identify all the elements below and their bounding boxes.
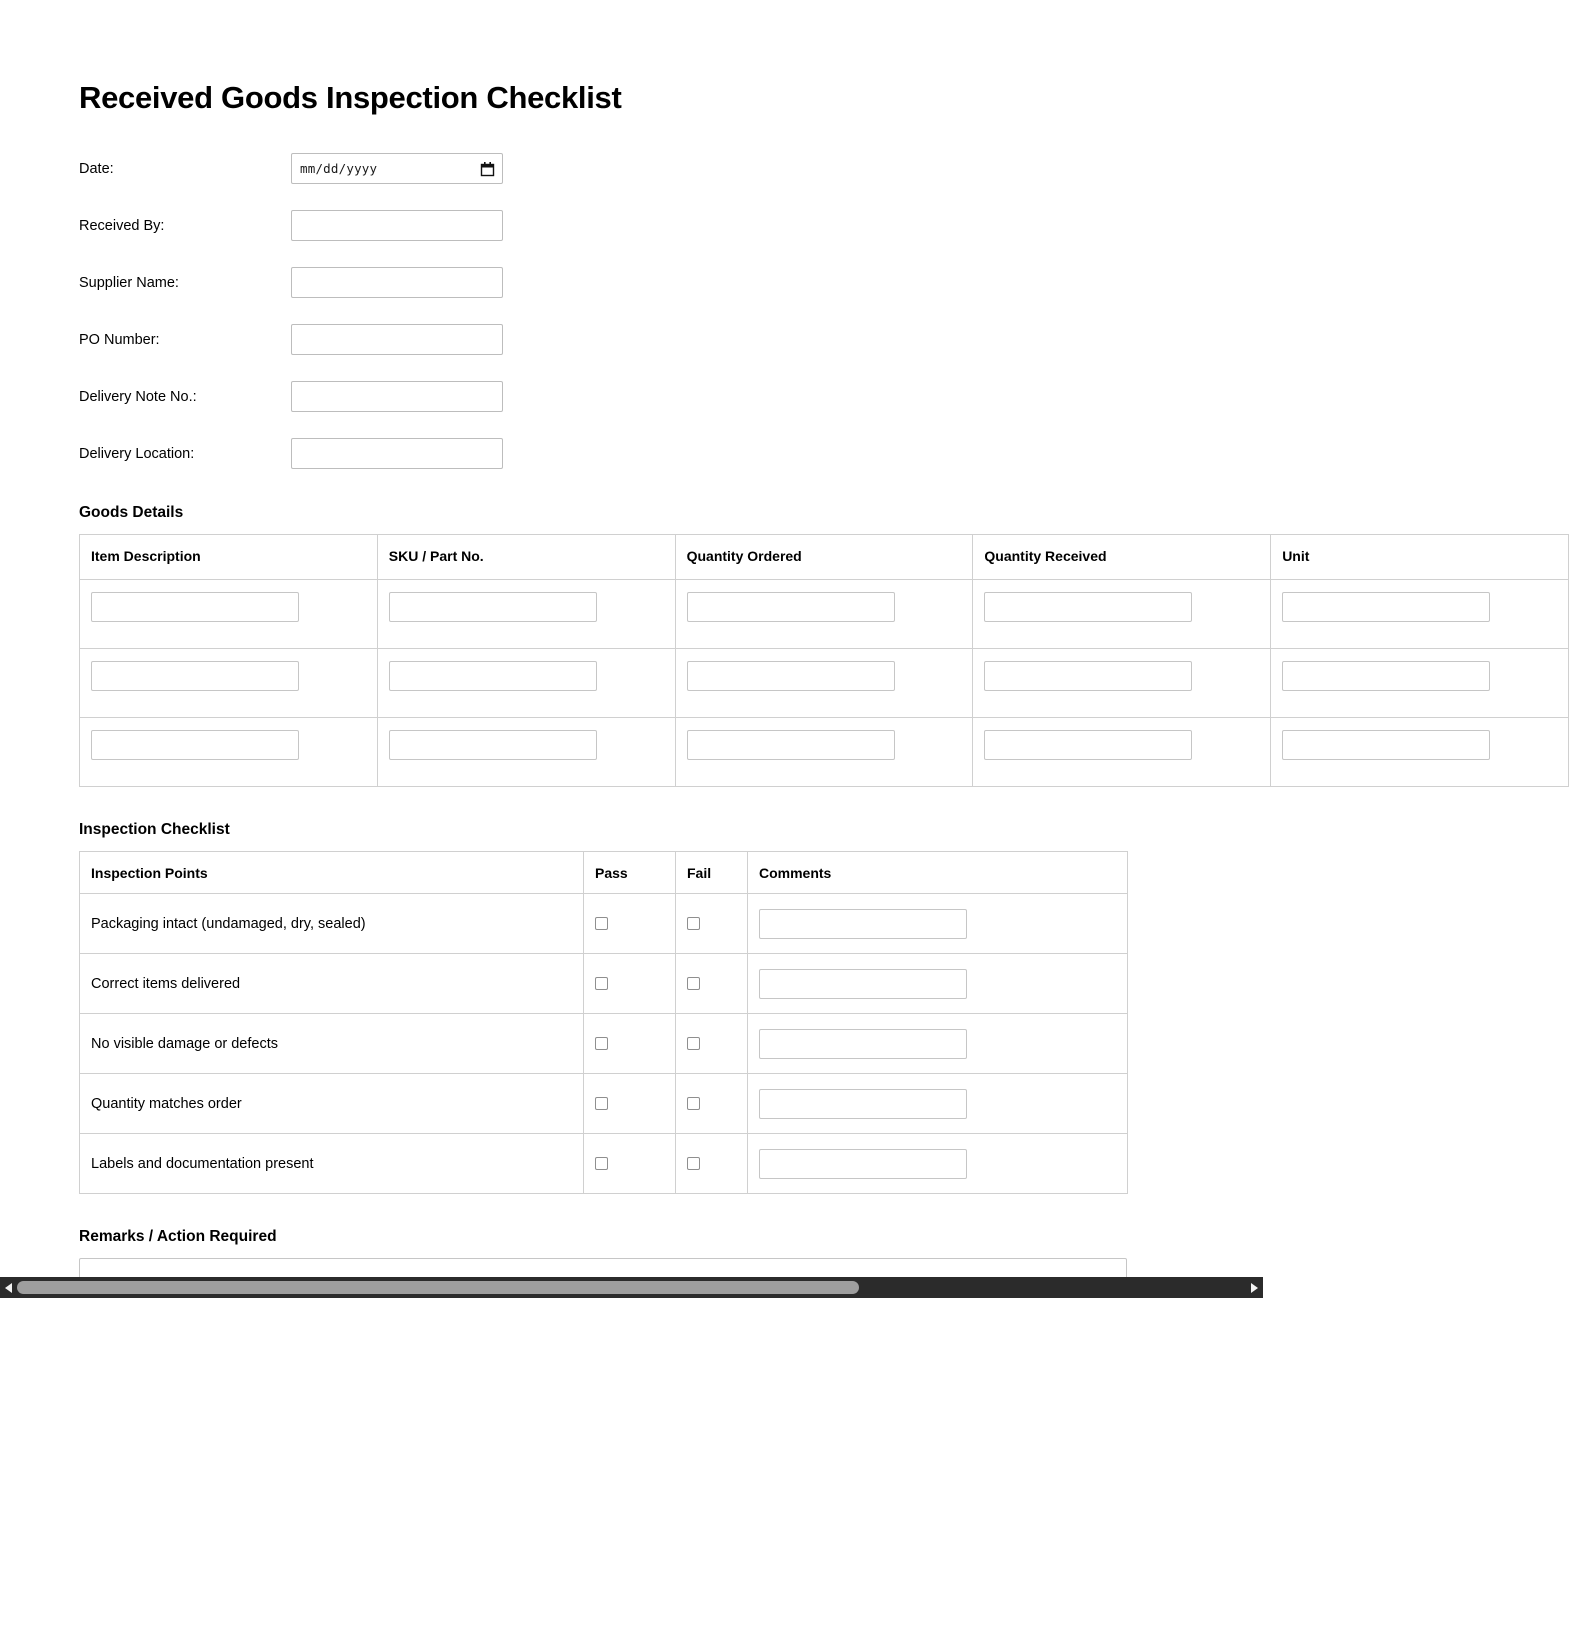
checklist-col-fail: Fail: [676, 852, 748, 894]
goods-cell-quantity-received: [973, 649, 1271, 718]
po-number-input[interactable]: [291, 324, 503, 355]
checklist-pass-cell: [584, 1134, 676, 1194]
goods-cell-sku: [377, 580, 675, 649]
checklist-col-pass: Pass: [584, 852, 676, 894]
delivery-location-input[interactable]: [291, 438, 503, 469]
remarks-heading: Remarks / Action Required: [79, 1228, 277, 1245]
checklist-point-label: Correct items delivered: [80, 954, 584, 1014]
fail-checkbox[interactable]: [687, 1037, 700, 1050]
goods-item-description-input[interactable]: [91, 661, 299, 691]
checklist-pass-cell: [584, 1074, 676, 1134]
table-row: [80, 894, 1128, 954]
checklist-header-row: [80, 852, 1128, 894]
checklist-comment-input[interactable]: [759, 969, 967, 999]
checklist-comment-input[interactable]: [759, 909, 967, 939]
checklist-point-label: No visible damage or defects: [80, 1014, 584, 1074]
label-date: Date:: [79, 160, 114, 177]
checklist-comment-cell: [748, 1014, 1128, 1074]
field-row-delivery-note-no: [79, 380, 1500, 413]
fail-checkbox[interactable]: [687, 1097, 700, 1110]
goods-col-sku: SKU / Part No.: [377, 535, 675, 580]
field-row-date: [79, 152, 1500, 185]
checklist-fail-cell: [676, 954, 748, 1014]
pass-checkbox[interactable]: [595, 1097, 608, 1110]
label-delivery-location: Delivery Location:: [79, 445, 195, 462]
fail-checkbox[interactable]: [687, 977, 700, 990]
goods-cell-quantity-ordered: [675, 580, 973, 649]
goods-sku-input[interactable]: [389, 592, 597, 622]
field-row-supplier-name: [79, 266, 1500, 299]
table-row: [80, 1014, 1128, 1074]
scrollbar-track[interactable]: [17, 1277, 1246, 1298]
goods-cell-item-description: [80, 649, 378, 718]
pass-checkbox[interactable]: [595, 917, 608, 930]
goods-cell-quantity-received: [973, 718, 1271, 787]
supplier-name-input[interactable]: [291, 267, 503, 298]
checklist-col-comments: Comments: [748, 852, 1128, 894]
header-fields-group: [79, 152, 1500, 470]
goods-col-unit: Unit: [1271, 535, 1569, 580]
goods-quantity-ordered-input[interactable]: [687, 592, 895, 622]
goods-cell-sku: [377, 718, 675, 787]
table-row: [80, 1134, 1128, 1194]
date-input[interactable]: [291, 153, 503, 184]
checklist-pass-cell: [584, 894, 676, 954]
checklist-comment-input[interactable]: [759, 1089, 967, 1119]
page-title: Received Goods Inspection Checklist: [79, 80, 622, 115]
checklist-point-label: Quantity matches order: [80, 1074, 584, 1134]
checklist-fail-cell: [676, 1074, 748, 1134]
table-row: [80, 649, 1569, 718]
table-row: [80, 1074, 1128, 1134]
table-row: [80, 718, 1569, 787]
scrollbar-thumb[interactable]: [17, 1281, 859, 1294]
page-background-below-fold: [0, 1298, 1263, 1645]
label-received-by: Received By:: [79, 217, 165, 234]
label-supplier-name: Supplier Name:: [79, 274, 179, 291]
scroll-left-arrow-icon[interactable]: [0, 1277, 17, 1298]
checklist-col-inspection-points: Inspection Points: [80, 852, 584, 894]
goods-unit-input[interactable]: [1282, 730, 1490, 760]
goods-col-quantity-received: Quantity Received: [973, 535, 1271, 580]
table-row: [80, 954, 1128, 1014]
checklist-comment-cell: [748, 1134, 1128, 1194]
goods-unit-input[interactable]: [1282, 661, 1490, 691]
field-row-po-number: [79, 323, 1500, 356]
field-row-received-by: [79, 209, 1500, 242]
goods-cell-sku: [377, 649, 675, 718]
pass-checkbox[interactable]: [595, 977, 608, 990]
checklist-pass-cell: [584, 1014, 676, 1074]
checklist-fail-cell: [676, 894, 748, 954]
label-delivery-note-no: Delivery Note No.:: [79, 388, 197, 405]
goods-header-row: [80, 535, 1569, 580]
pass-checkbox[interactable]: [595, 1037, 608, 1050]
goods-sku-input[interactable]: [389, 661, 597, 691]
goods-quantity-received-input[interactable]: [984, 661, 1192, 691]
goods-cell-unit: [1271, 649, 1569, 718]
goods-cell-unit: [1271, 718, 1569, 787]
checklist-comment-input[interactable]: [759, 1149, 967, 1179]
goods-details-heading: Goods Details: [79, 504, 184, 521]
goods-details-table: [79, 534, 1569, 787]
goods-cell-item-description: [80, 718, 378, 787]
goods-unit-input[interactable]: [1282, 592, 1490, 622]
goods-item-description-input[interactable]: [91, 592, 299, 622]
pass-checkbox[interactable]: [595, 1157, 608, 1170]
table-row: [80, 580, 1569, 649]
goods-cell-item-description: [80, 580, 378, 649]
goods-quantity-received-input[interactable]: [984, 592, 1192, 622]
goods-quantity-ordered-input[interactable]: [687, 730, 895, 760]
field-row-delivery-location: [79, 437, 1500, 470]
delivery-note-no-input[interactable]: [291, 381, 503, 412]
goods-cell-quantity-ordered: [675, 649, 973, 718]
goods-cell-quantity-received: [973, 580, 1271, 649]
goods-cell-unit: [1271, 580, 1569, 649]
checklist-point-label: Labels and documentation present: [80, 1134, 584, 1194]
checklist-comment-input[interactable]: [759, 1029, 967, 1059]
checklist-fail-cell: [676, 1014, 748, 1074]
inspection-checklist-table: [79, 851, 1128, 1194]
goods-cell-quantity-ordered: [675, 718, 973, 787]
label-po-number: PO Number:: [79, 331, 160, 348]
checklist-pass-cell: [584, 954, 676, 1014]
date-placeholder-text: mm/dd/yyyy: [300, 161, 378, 176]
checklist-point-label: Packaging intact (undamaged, dry, sealed): [80, 894, 584, 954]
checklist-comment-cell: [748, 1074, 1128, 1134]
goods-quantity-ordered-input[interactable]: [687, 661, 895, 691]
calendar-icon[interactable]: [481, 162, 494, 176]
goods-col-quantity-ordered: Quantity Ordered: [675, 535, 973, 580]
inspection-checklist-heading: Inspection Checklist: [79, 821, 230, 838]
horizontal-scrollbar[interactable]: [0, 1277, 1263, 1298]
checklist-comment-cell: [748, 894, 1128, 954]
fail-checkbox[interactable]: [687, 917, 700, 930]
fail-checkbox[interactable]: [687, 1157, 700, 1170]
scroll-right-arrow-icon[interactable]: [1246, 1277, 1263, 1298]
goods-item-description-input[interactable]: [91, 730, 299, 760]
goods-sku-input[interactable]: [389, 730, 597, 760]
goods-quantity-received-input[interactable]: [984, 730, 1192, 760]
checklist-fail-cell: [676, 1134, 748, 1194]
checklist-comment-cell: [748, 954, 1128, 1014]
received-by-input[interactable]: [291, 210, 503, 241]
goods-col-item-description: Item Description: [80, 535, 378, 580]
